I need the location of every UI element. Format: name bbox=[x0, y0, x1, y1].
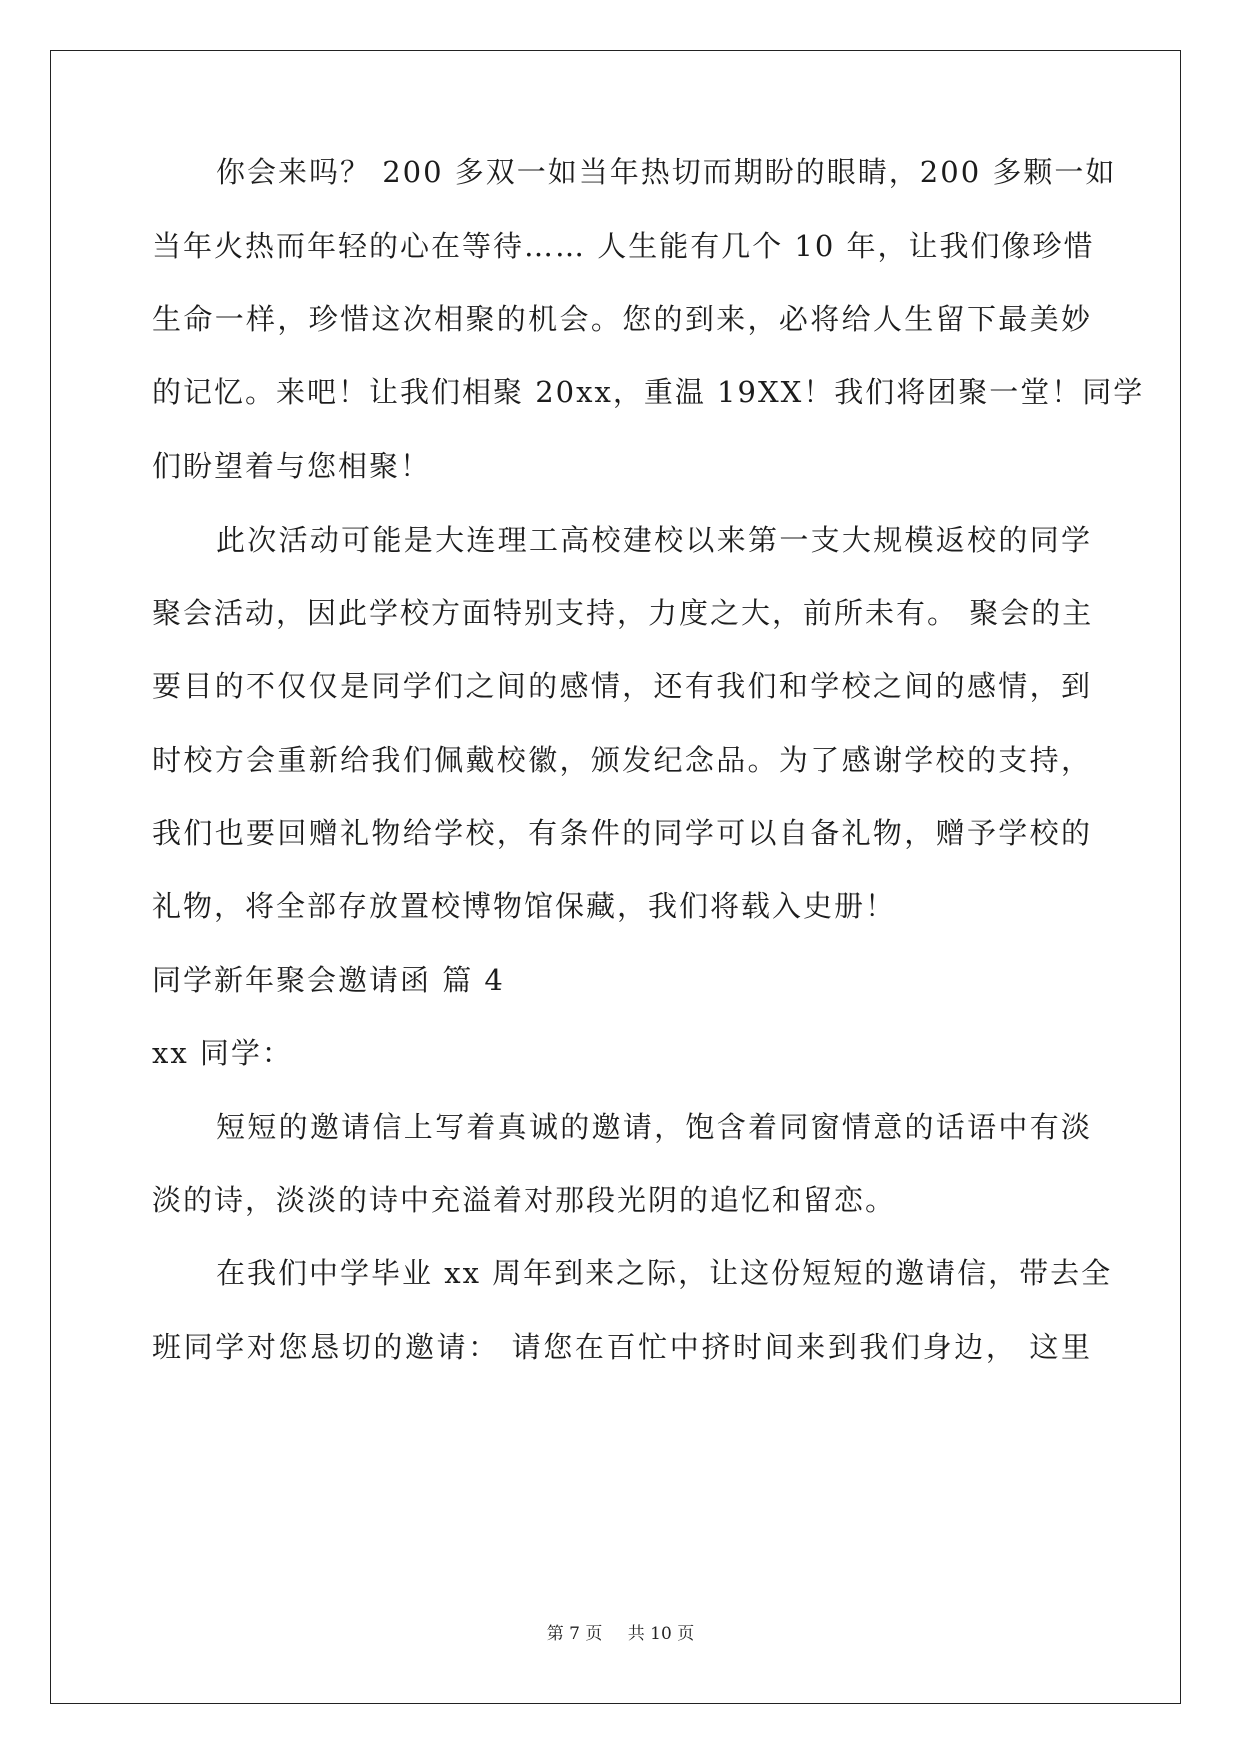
salutation: xx 同学： bbox=[152, 1036, 293, 1070]
page-border bbox=[50, 50, 1181, 1704]
paragraph-2-line-5: 我们也要回赠礼物给学校，有条件的同学可以自备礼物，赠予学校的 bbox=[152, 816, 1092, 850]
page-footer bbox=[0, 1619, 1241, 1644]
page-total: 共 10 页 bbox=[627, 1624, 695, 1644]
paragraph-3-line-1: 短短的邀请信上写着真诚的邀请，饱含着同窗情意的话语中有淡 bbox=[216, 1110, 1092, 1144]
paragraph-4-line-2: 班同学对您恳切的邀请： 请您在百忙中挤时间来到我们身边， 这里 bbox=[152, 1330, 1092, 1364]
paragraph-1-line-1: 你会来吗？ 200 多双一如当年热切而期盼的眼睛，200 多颗一如 bbox=[216, 155, 1117, 189]
paragraph-1-line-5: 们盼望着与您相聚！ bbox=[152, 449, 432, 483]
paragraph-1-line-3: 生命一样，珍惜这次相聚的机会。您的到来，必将给人生留下最美妙 bbox=[152, 302, 1092, 336]
paragraph-2-line-4: 时校方会重新给我们佩戴校徽，颁发纪念品。为了感谢学校的支持， bbox=[152, 743, 1092, 777]
paragraph-3-line-2: 淡的诗，淡淡的诗中充溢着对那段光阴的追忆和留恋。 bbox=[152, 1183, 897, 1217]
paragraph-1-line-2: 当年火热而年轻的心在等待…… 人生能有几个 10 年，让我们像珍惜 bbox=[152, 229, 1095, 263]
paragraph-2-line-1: 此次活动可能是大连理工高校建校以来第一支大规模返校的同学 bbox=[216, 523, 1092, 557]
paragraph-2-line-3: 要目的不仅仅是同学们之间的感情，还有我们和学校之间的感情，到 bbox=[152, 669, 1092, 703]
page-number: 第 7 页 bbox=[546, 1624, 603, 1644]
section-heading: 同学新年聚会邀请函 篇 4 bbox=[152, 963, 505, 997]
paragraph-2-line-2: 聚会活动，因此学校方面特别支持，力度之大，前所未有。 聚会的主 bbox=[152, 596, 1094, 630]
paragraph-1-line-4: 的记忆。来吧！让我们相聚 20xx，重温 19XX！我们将团聚一堂！同学 bbox=[152, 375, 1145, 409]
paragraph-4-line-1: 在我们中学毕业 xx 周年到来之际，让这份短短的邀请信，带去全 bbox=[216, 1256, 1113, 1290]
paragraph-2-line-6: 礼物，将全部存放置校博物馆保藏，我们将载入史册！ bbox=[152, 889, 897, 923]
